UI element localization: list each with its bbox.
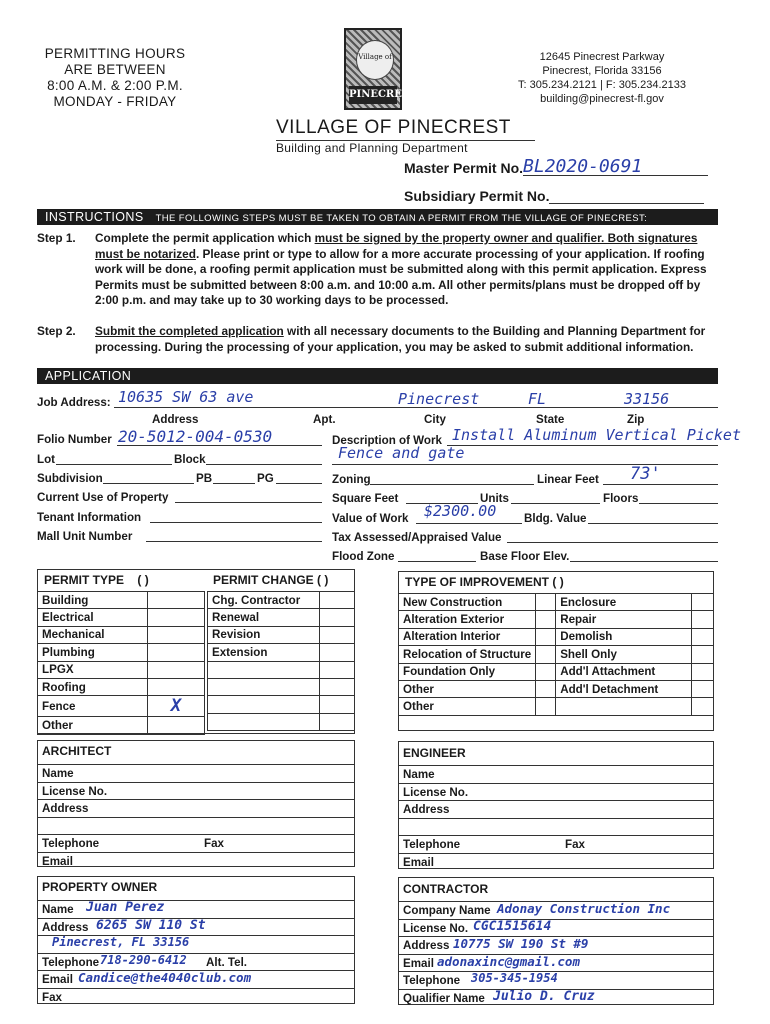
permit-type-check[interactable] [148, 717, 205, 734]
architect-address-field[interactable]: Address [38, 800, 354, 818]
improvement-check[interactable] [536, 594, 556, 611]
permit-type-check[interactable] [148, 644, 205, 661]
permit-type-title: PERMIT TYPE ( ) [44, 573, 149, 587]
lot-field[interactable] [56, 452, 172, 465]
floors-field[interactable] [639, 491, 718, 504]
address-sublabel: Address [152, 413, 199, 426]
lot-label: Lot [37, 453, 56, 466]
current-use-field[interactable] [175, 490, 322, 503]
owner-telephone-value: 718-290-6412 [100, 952, 187, 967]
zip-value: 33156 [624, 390, 670, 408]
owner-email-field[interactable]: Email Candice@the4040club.com [38, 971, 354, 989]
contractor-license-field[interactable]: License No. CGC1515614 [399, 920, 713, 938]
city-sublabel: City [424, 413, 446, 426]
current-use-label: Current Use of Property [37, 491, 169, 504]
bldg-value-field[interactable] [588, 511, 718, 524]
engineer-telephone-field[interactable]: Telephone Fax [399, 836, 713, 854]
master-permit: Master Permit No. BL2020-0691 [404, 160, 708, 176]
job-address-label: Job Address: [37, 396, 111, 409]
contractor-email-value: adonaxinc@gmail.com [437, 953, 580, 969]
description-label: Description of Work [332, 434, 442, 447]
architect-fax-label: Fax [204, 837, 224, 850]
improvement-check[interactable] [692, 663, 714, 680]
improvement-check[interactable] [536, 628, 556, 645]
permit-type-table [37, 591, 205, 735]
owner-title: PROPERTY OWNER [38, 877, 354, 901]
permit-type-row: Electrical [38, 609, 205, 626]
apt-sublabel: Apt. [313, 413, 336, 426]
base-floor-label: Base Floor Elev. [480, 550, 570, 563]
floors-label: Floors [603, 492, 639, 505]
base-floor-field[interactable] [570, 549, 718, 562]
state-sublabel: State [536, 413, 565, 426]
contractor-address-field[interactable]: Address 10775 SW 190 St #9 [399, 937, 713, 955]
fence-check-mark: X [170, 696, 182, 717]
owner-fax-field[interactable]: Fax [42, 990, 62, 1004]
owner-name-field[interactable]: Name Juan Perez [38, 901, 354, 919]
permit-type-check[interactable] [148, 626, 205, 643]
subdivision-label: Subdivision [37, 472, 103, 485]
pb-field[interactable] [213, 471, 255, 484]
zoning-label: Zoning [332, 473, 371, 486]
contractor-company-field[interactable]: Company Name Adonay Construction Inc [399, 902, 713, 920]
instructions-bar: INSTRUCTIONS THE FOLLOWING STEPS MUST BE TAKEN TO OBTAIN A PERMIT FROM THE VILLAGE OF PINECREST: [37, 209, 718, 225]
improvement-check[interactable] [692, 646, 714, 663]
contractor-email-field[interactable]: Email adonaxinc@gmail.com [399, 955, 713, 973]
property-owner-box [37, 876, 355, 1004]
improvement-title: TYPE OF IMPROVEMENT ( ) [405, 575, 564, 589]
pb-label: PB [196, 472, 213, 485]
zoning-field[interactable] [370, 472, 534, 485]
engineer-title: ENGINEER [399, 742, 713, 766]
folio-value: 20-5012-004-0530 [118, 427, 273, 446]
subsidiary-permit: Subsidiary Permit No. [404, 188, 704, 204]
permit-type-check[interactable] [148, 609, 205, 626]
state-value: FL [528, 390, 547, 408]
permit-change-check[interactable] [320, 626, 355, 643]
tax-assessed-label: Tax Assessed/Appraised Value [332, 531, 502, 544]
description-value-2: Fence and gate [338, 444, 465, 462]
tenant-field[interactable] [150, 510, 322, 523]
architect-name-field[interactable]: Name [38, 765, 354, 783]
owner-email-value: Candice@the4040club.com [78, 970, 252, 985]
step-2: Step 2. Submit the completed application with all necessary documents to the Building and Planning Department for processing. During the processing of your application, you may be asked to submit additional information. [37, 324, 706, 354]
permit-change-row: Extension [208, 644, 355, 661]
improvement-check[interactable] [536, 611, 556, 628]
bldg-value-label: Bldg. Value [524, 512, 587, 525]
improvement-row: Alteration Interior Demolish [399, 628, 714, 645]
permit-type-row: Mechanical [38, 626, 205, 643]
contractor-license-value: CGC1515614 [473, 918, 552, 934]
improvement-table [398, 593, 714, 716]
owner-address-line2[interactable] [38, 936, 354, 954]
tenant-label: Tenant Information [37, 511, 142, 524]
square-feet-label: Square Feet [332, 492, 399, 505]
improvement-row: New Construction Enclosure [399, 594, 714, 611]
units-field[interactable] [511, 491, 600, 504]
linear-feet-label: Linear Feet [537, 473, 599, 486]
permit-type-row: Building [38, 592, 205, 609]
flood-zone-label: Flood Zone [332, 550, 395, 563]
pg-label: PG [257, 472, 274, 485]
permit-change-row: Chg. Contractor [208, 592, 355, 609]
owner-telephone-field[interactable]: Telephone 718-290-6412 Alt. Tel. [38, 954, 354, 972]
improvement-row: Foundation Only Add'l Attachment [399, 663, 714, 680]
permit-change-row: Renewal [208, 609, 355, 626]
permit-type-row: LPGX [38, 661, 205, 678]
description-value-1: Install Aluminum Vertical Picket [452, 426, 741, 444]
pg-field[interactable] [276, 471, 322, 484]
block-field[interactable] [206, 452, 322, 465]
improvement-check[interactable] [692, 611, 714, 628]
linear-feet-value: 73' [630, 464, 661, 484]
engineer-fax-label: Fax [565, 838, 585, 851]
permit-type-check[interactable] [148, 592, 205, 609]
permit-change-title: PERMIT CHANGE ( ) [213, 573, 329, 587]
permit-type-check[interactable] [148, 661, 205, 678]
permitting-hours: PERMITTING HOURS ARE BETWEEN 8:00 A.M. & 2:00 P.M. MONDAY - FRIDAY [44, 46, 186, 109]
improvement-check[interactable] [536, 663, 556, 680]
contractor-telephone-value: 305-345-1954 [471, 971, 558, 985]
contractor-title: CONTRACTOR [399, 878, 713, 902]
architect-box [37, 740, 355, 867]
contractor-address-value: 10775 SW 190 St #9 [453, 936, 589, 951]
village-logo: Village of PINECREST [344, 28, 402, 110]
job-address-value: 10635 SW 63 ave [118, 388, 254, 406]
permit-change-check[interactable] [320, 644, 355, 661]
permit-type-row: Roofing [38, 678, 205, 695]
architect-telephone-field[interactable]: Telephone Fax [38, 835, 354, 853]
improvement-check[interactable] [692, 628, 714, 645]
city-value: Pinecrest [398, 390, 480, 408]
master-permit-field[interactable]: BL2020-0691 [523, 160, 708, 176]
step-1: Step 1. Complete the permit application which must be signed by the property owner and qualifier. Both signatures must be notarized. Please print or type to allow for a more accurate processing of your application. If roofing work will be done, a roofing permit application must be submitted along with this permit application. Express Permits must be submitted between 8:00 a.m. and 10:00 a.m. All other permits/plans must be dropped off by 2:00 p.m. and may take up to 30 working days to be processed. [37, 231, 707, 307]
page-title: VILLAGE OF PINECREST [276, 117, 535, 141]
owner-address-value-2: Pinecrest, FL 33156 [52, 935, 190, 949]
architect-license-field[interactable]: License No. [38, 783, 354, 801]
improvement-check[interactable] [692, 680, 714, 697]
permit-type-check-fence[interactable] [148, 696, 205, 717]
engineer-address-field[interactable]: Address [399, 801, 713, 819]
permit-change-table [207, 591, 355, 731]
village-address: 12645 Pinecrest Parkway Pinecrest, Florida 33156 T: 305.234.2121 | F: 305.234.2133 building@pinecrest-fl.gov [518, 51, 686, 105]
architect-address-line2[interactable] [38, 818, 354, 836]
permit-type-row: Plumbing [38, 644, 205, 661]
folio-label: Folio Number [37, 433, 112, 446]
owner-name-value: Juan Perez [86, 900, 165, 915]
contractor-box [398, 877, 714, 1005]
engineer-address-line2[interactable] [399, 819, 713, 837]
units-label: Units [480, 492, 509, 505]
owner-address-value: 6265 SW 110 St [96, 917, 206, 933]
permit-type-check[interactable] [148, 678, 205, 695]
improvement-check[interactable] [692, 594, 714, 611]
subdivision-field[interactable] [103, 471, 194, 484]
mall-unit-label: Mall Unit Number [37, 530, 133, 543]
contractor-company-value: Adonay Construction Inc [497, 901, 671, 916]
improvement-check[interactable] [536, 646, 556, 663]
permit-change-row: Revision [208, 626, 355, 643]
engineer-name-field[interactable]: Name [399, 766, 713, 784]
flood-zone-field[interactable] [398, 549, 476, 562]
subsidiary-permit-field[interactable] [549, 190, 704, 204]
value-of-work-label: Value of Work [332, 512, 409, 525]
permit-type-row: Other [38, 717, 205, 734]
zip-sublabel: Zip [627, 413, 645, 426]
contractor-telephone-field[interactable]: Telephone 305-345-1954 [399, 972, 713, 990]
owner-alt-tel-label: Alt. Tel. [206, 955, 248, 969]
mall-unit-field[interactable] [146, 529, 322, 542]
permit-change-check[interactable] [320, 592, 355, 609]
value-of-work-value: $2300.00 [424, 502, 497, 520]
architect-email-field[interactable]: Email [42, 854, 73, 868]
tax-assessed-field[interactable] [507, 530, 718, 543]
permit-type-row: Fence X [38, 696, 205, 717]
department-name: Building and Planning Department [276, 141, 468, 155]
contractor-qualifier-field[interactable]: Qualifier Name Julio D. Cruz [403, 988, 595, 1005]
engineer-email-field[interactable]: Email [403, 855, 434, 869]
improvement-row: Alteration Exterior Repair [399, 611, 714, 628]
improvement-check[interactable] [536, 698, 556, 715]
engineer-license-field[interactable]: License No. [399, 784, 713, 802]
contractor-qualifier-value: Julio D. Cruz [493, 988, 595, 1004]
improvement-row: Other [399, 698, 714, 715]
block-label: Block [174, 453, 206, 466]
improvement-check[interactable] [536, 680, 556, 697]
engineer-box [398, 741, 714, 869]
application-bar: APPLICATION [37, 368, 718, 384]
improvement-row: Relocation of Structure Shell Only [399, 646, 714, 663]
owner-address-field[interactable]: Address 6265 SW 110 St [38, 919, 354, 937]
architect-title: ARCHITECT [38, 741, 354, 765]
improvement-row: Other Add'l Detachment [399, 680, 714, 697]
permit-change-check[interactable] [320, 609, 355, 626]
